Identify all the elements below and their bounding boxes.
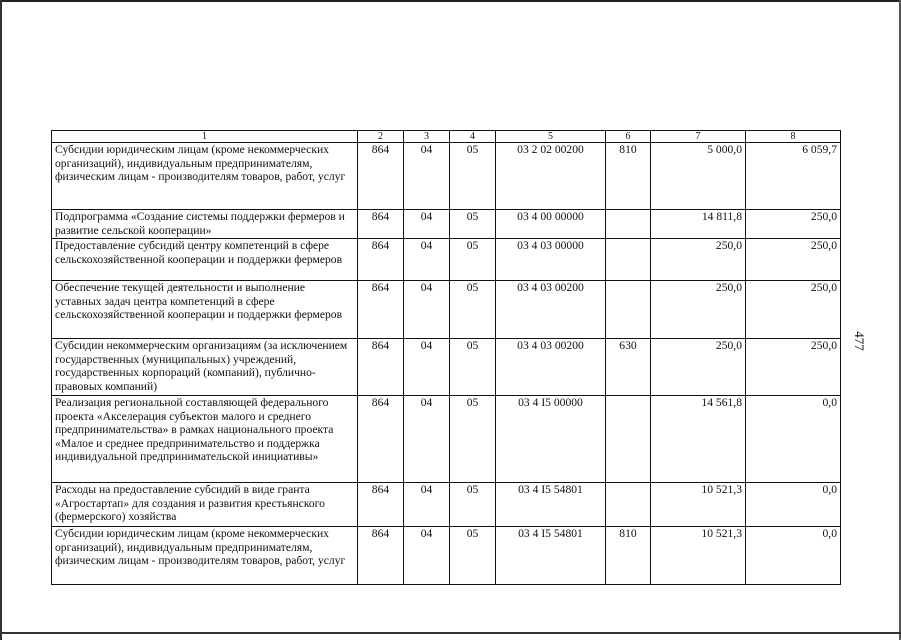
row-name: Предоставление субсидий центру компетенций в сфере сельскохозяйственной кооперации и поддержки фермеров bbox=[52, 239, 358, 281]
cell-target-code: 03 4 I5 54801 bbox=[496, 483, 606, 527]
column-header: 4 bbox=[450, 131, 496, 143]
cell-section: 04 bbox=[404, 210, 450, 239]
cell-section: 04 bbox=[404, 483, 450, 527]
cell-subsection: 05 bbox=[450, 210, 496, 239]
cell-section: 04 bbox=[404, 396, 450, 483]
table-row bbox=[52, 281, 841, 339]
cell-amount-8: 0,0 bbox=[746, 483, 841, 527]
cell-expense-type bbox=[606, 210, 651, 239]
cell-expense-type bbox=[606, 396, 651, 483]
column-header: 5 bbox=[496, 131, 606, 143]
cell-subsection: 05 bbox=[450, 527, 496, 585]
cell-ministry-code: 864 bbox=[358, 483, 404, 527]
row-name: Субсидии юридическим лицам (кроме некоммерческих организаций), индивидуальным предпринимателям, физическим лицам - производителям товаров, работ, услуг bbox=[52, 143, 358, 210]
cell-target-code: 03 4 03 00200 bbox=[496, 339, 606, 396]
table-row bbox=[52, 210, 841, 239]
cell-target-code: 03 4 03 00000 bbox=[496, 239, 606, 281]
cell-amount-8: 6 059,7 bbox=[746, 143, 841, 210]
cell-amount-8: 0,0 bbox=[746, 527, 841, 585]
scan-border-bottom bbox=[0, 632, 901, 634]
cell-amount-7: 250,0 bbox=[651, 339, 746, 396]
row-name: Субсидии юридическим лицам (кроме некоммерческих организаций), индивидуальным предпринимателям, физическим лицам - производителям товаров, работ, услуг bbox=[52, 527, 358, 585]
row-name: Субсидии некоммерческим организациям (за исключением государственных (муниципальных) учреждений, государственных корпораций (компаний), публично-правовых компаний) bbox=[52, 339, 358, 396]
cell-expense-type bbox=[606, 483, 651, 527]
row-name: Расходы на предоставление субсидий в виде гранта «Агростартап» для создания и развития крестьянского (фермерского) хозяйства bbox=[52, 483, 358, 527]
budget-table bbox=[51, 130, 841, 585]
cell-amount-8: 250,0 bbox=[746, 339, 841, 396]
cell-ministry-code: 864 bbox=[358, 210, 404, 239]
table-row bbox=[52, 143, 841, 210]
table-row bbox=[52, 396, 841, 483]
cell-section: 04 bbox=[404, 281, 450, 339]
cell-expense-type bbox=[606, 281, 651, 339]
cell-amount-7: 14 561,8 bbox=[651, 396, 746, 483]
cell-amount-7: 10 521,3 bbox=[651, 483, 746, 527]
column-header: 2 bbox=[358, 131, 404, 143]
table-row bbox=[52, 339, 841, 396]
cell-target-code: 03 4 I5 54801 bbox=[496, 527, 606, 585]
cell-target-code: 03 4 03 00200 bbox=[496, 281, 606, 339]
cell-amount-8: 250,0 bbox=[746, 281, 841, 339]
cell-section: 04 bbox=[404, 143, 450, 210]
column-header: 8 bbox=[746, 131, 841, 143]
page-number: 477 bbox=[852, 331, 867, 351]
cell-expense-type: 810 bbox=[606, 143, 651, 210]
cell-target-code: 03 2 02 00200 bbox=[496, 143, 606, 210]
column-header: 3 bbox=[404, 131, 450, 143]
cell-amount-7: 250,0 bbox=[651, 239, 746, 281]
scan-border-top bbox=[0, 0, 901, 2]
cell-subsection: 05 bbox=[450, 143, 496, 210]
cell-ministry-code: 864 bbox=[358, 281, 404, 339]
cell-amount-8: 0,0 bbox=[746, 396, 841, 483]
cell-ministry-code: 864 bbox=[358, 239, 404, 281]
row-name: Реализация региональной составляющей федерального проекта «Акселерация субъектов малого и среднего предпринимательства» в рамках национального проекта «Малое и среднее предпринимательство и поддержка индивидуальной предпринимательской инициативы» bbox=[52, 396, 358, 483]
table-row bbox=[52, 483, 841, 527]
cell-ministry-code: 864 bbox=[358, 396, 404, 483]
cell-expense-type bbox=[606, 239, 651, 281]
cell-ministry-code: 864 bbox=[358, 143, 404, 210]
cell-amount-8: 250,0 bbox=[746, 239, 841, 281]
cell-subsection: 05 bbox=[450, 339, 496, 396]
cell-ministry-code: 864 bbox=[358, 527, 404, 585]
row-name: Подпрограмма «Создание системы поддержки фермеров и развитие сельской кооперации» bbox=[52, 210, 358, 239]
row-name: Обеспечение текущей деятельности и выполнение уставных задач центра компетенций в сфере сельскохозяйственной кооперации и поддержки фермеров bbox=[52, 281, 358, 339]
cell-section: 04 bbox=[404, 339, 450, 396]
cell-expense-type: 810 bbox=[606, 527, 651, 585]
header-row bbox=[52, 131, 841, 143]
cell-amount-8: 250,0 bbox=[746, 210, 841, 239]
cell-amount-7: 250,0 bbox=[651, 281, 746, 339]
cell-expense-type: 630 bbox=[606, 339, 651, 396]
column-header: 1 bbox=[52, 131, 358, 143]
cell-subsection: 05 bbox=[450, 483, 496, 527]
cell-subsection: 05 bbox=[450, 281, 496, 339]
table-row bbox=[52, 527, 841, 585]
cell-amount-7: 10 521,3 bbox=[651, 527, 746, 585]
cell-section: 04 bbox=[404, 239, 450, 281]
cell-subsection: 05 bbox=[450, 239, 496, 281]
table-row bbox=[52, 239, 841, 281]
cell-section: 04 bbox=[404, 527, 450, 585]
cell-target-code: 03 4 00 00000 bbox=[496, 210, 606, 239]
cell-amount-7: 14 811,8 bbox=[651, 210, 746, 239]
cell-target-code: 03 4 I5 00000 bbox=[496, 396, 606, 483]
cell-amount-7: 5 000,0 bbox=[651, 143, 746, 210]
cell-ministry-code: 864 bbox=[358, 339, 404, 396]
column-header: 7 bbox=[651, 131, 746, 143]
column-header: 6 bbox=[606, 131, 651, 143]
scan-border-left bbox=[0, 0, 2, 640]
cell-subsection: 05 bbox=[450, 396, 496, 483]
